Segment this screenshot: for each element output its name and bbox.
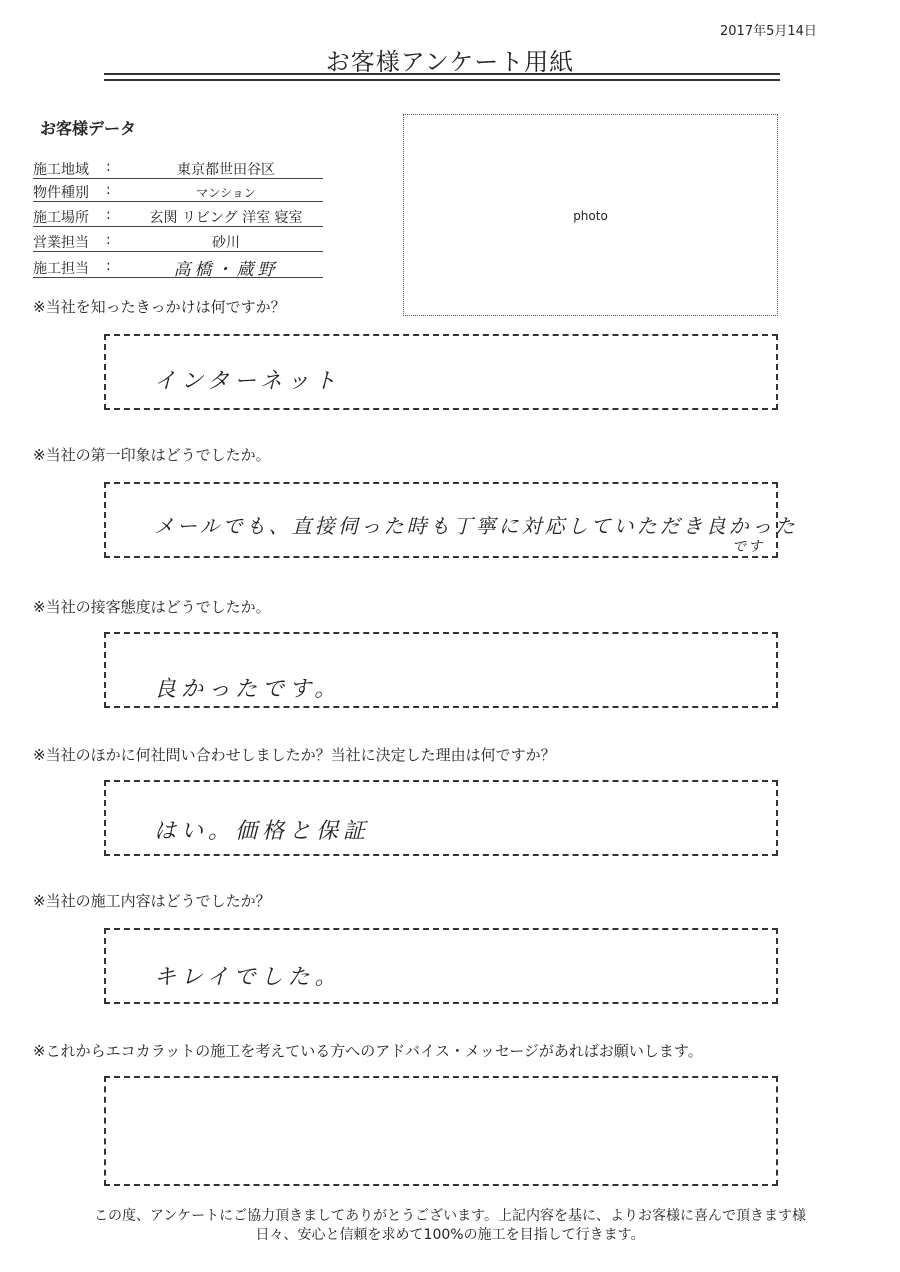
survey-date: 2017年5月14日 — [720, 24, 817, 39]
row-separator: : — [106, 232, 111, 248]
row-label: 施工担当 — [33, 261, 89, 277]
answer-box-3 — [104, 632, 778, 708]
row-separator: : — [106, 207, 111, 223]
question-4: ※当社のほかに何社問い合わせしましたか？当社に決定した理由は何ですか？ — [33, 746, 556, 764]
row-value-handwritten: 高橋・蔵野 — [173, 260, 279, 280]
row-value: 東京都世田谷区 — [177, 162, 275, 178]
answer-box-4 — [104, 780, 778, 856]
footer-line-1: この度、アンケートにご協力頂きましてありがとうございます。上記内容を基に、よりお客様に喜んで頂きます様 — [93, 1208, 807, 1224]
answer-box-2 — [104, 482, 798, 558]
answer-4: はい。価格と保証 — [154, 819, 371, 844]
title-double-rule — [104, 73, 780, 81]
row-separator: : — [106, 182, 111, 198]
row-separator: : — [106, 258, 111, 274]
question-5: ※当社の施工内容はどうでしたか？ — [33, 892, 271, 910]
answer-2-tail: です — [732, 539, 764, 555]
row-label: 施工場所 — [33, 210, 89, 226]
answer-box-1 — [104, 334, 778, 410]
answer-box-6 — [104, 1076, 778, 1186]
row-label: 施工地域 — [33, 162, 89, 178]
answer-box-5 — [104, 928, 778, 1004]
question-6: ※これからエコカラットの施工を考えている方へのアドバイス・メッセージがあればお願いします。 — [33, 1042, 703, 1060]
answer-3: 良かったです。 — [154, 677, 342, 702]
row-separator: : — [106, 159, 111, 175]
answer-1: インターネット — [154, 369, 342, 394]
answer-5: キレイでした。 — [154, 965, 342, 990]
customer-row-area — [33, 158, 323, 179]
customer-row-sales-rep — [33, 231, 323, 252]
customer-row-location — [33, 206, 323, 227]
answer-2: メールでも、直接伺った時も丁寧に対応していただき良かった — [154, 514, 798, 538]
row-label: 物件種別 — [33, 185, 89, 201]
row-label: 営業担当 — [33, 235, 89, 251]
page-title: お客様アンケート用紙 — [325, 48, 575, 76]
photo-box — [403, 114, 778, 316]
row-value: 玄関 リビング 洋室 寝室 — [149, 210, 303, 226]
customer-data-heading: お客様データ — [40, 119, 137, 138]
question-1: ※当社を知ったきっかけは何ですか？ — [33, 298, 286, 316]
customer-row-property-type — [33, 181, 323, 202]
row-value: マンション — [196, 186, 256, 200]
customer-row-installer — [33, 257, 323, 278]
question-3: ※当社の接客態度はどうでしたか。 — [33, 598, 271, 616]
row-value: 砂川 — [212, 235, 240, 251]
photo-label: photo — [573, 209, 608, 223]
question-2: ※当社の第一印象はどうでしたか。 — [33, 446, 271, 464]
footer-line-2: 日々、安心と信頼を求めて100%の施工を目指して行きます。 — [255, 1227, 645, 1243]
